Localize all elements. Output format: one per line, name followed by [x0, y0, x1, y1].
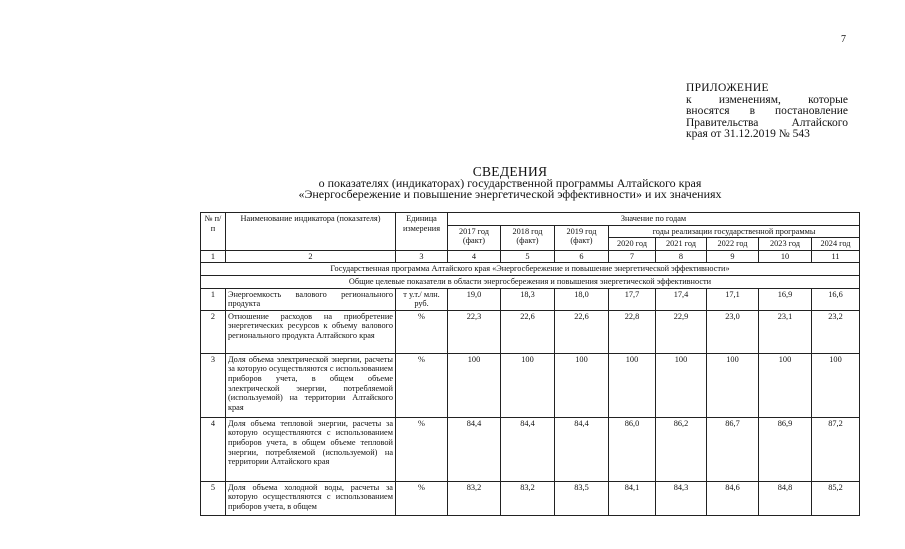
- value-cell: 100: [707, 353, 759, 417]
- page-number: 7: [841, 34, 846, 45]
- value-cell: 84,3: [656, 481, 707, 515]
- value-cell: 100: [812, 353, 860, 417]
- value-cell: 84,4: [448, 417, 501, 481]
- value-cell: 22,9: [656, 310, 707, 353]
- unit-cell: %: [396, 481, 448, 515]
- header-name: Наименование индикатора (показателя): [226, 213, 396, 251]
- unit-cell: %: [396, 310, 448, 353]
- document-heading: [200, 166, 820, 201]
- header-plan-year: 2020 год: [609, 238, 656, 251]
- value-cell: 23,0: [707, 310, 759, 353]
- value-cell: 17,1: [707, 288, 759, 310]
- program-row: Государственная программа Алтайского края «Энергосбережение и повышение энергетической эффективности»: [201, 263, 860, 276]
- column-number-cell: 5: [501, 250, 555, 263]
- table-row: [201, 481, 860, 515]
- value-cell: 83,2: [448, 481, 501, 515]
- appendix-title: ПРИЛОЖЕНИЕ: [686, 82, 769, 94]
- table-row: [201, 353, 860, 417]
- section-row: Общие целевые показатели в области энергосбережения и повышения энергетической эффективности: [201, 275, 860, 288]
- value-cell: 83,5: [555, 481, 609, 515]
- heading-title: СВЕДЕНИЯ: [472, 164, 548, 179]
- value-cell: 85,2: [812, 481, 860, 515]
- value-cell: 22,6: [555, 310, 609, 353]
- header-years-group: годы реализации государственной программы: [609, 225, 860, 238]
- column-numbers-row: [201, 250, 860, 263]
- table-row: [201, 417, 860, 481]
- header-fact-year: 2018 год (факт): [501, 225, 555, 250]
- value-cell: 16,9: [759, 288, 812, 310]
- row-number-cell: 3: [201, 353, 226, 417]
- value-cell: 100: [501, 353, 555, 417]
- value-cell: 17,7: [609, 288, 656, 310]
- value-cell: 23,2: [812, 310, 860, 353]
- value-cell: 19,0: [448, 288, 501, 310]
- table-row: [201, 310, 860, 353]
- unit-cell: %: [396, 353, 448, 417]
- unit-cell: т у.т./ млн. руб.: [396, 288, 448, 310]
- value-cell: 86,2: [656, 417, 707, 481]
- header-plan-year: 2022 год: [707, 238, 759, 251]
- value-cell: 17,4: [656, 288, 707, 310]
- value-cell: 84,4: [555, 417, 609, 481]
- header-plan-year: 2023 год: [759, 238, 812, 251]
- indicator-name-cell: Доля объема тепловой энергии, расчеты за которую осуществляются с использованием приборов учета, в общем объеме тепловой энергии, потребляемой (используемой) на территории Алтайского края: [226, 417, 396, 481]
- value-cell: 83,2: [501, 481, 555, 515]
- column-number-cell: 7: [609, 250, 656, 263]
- value-cell: 84,6: [707, 481, 759, 515]
- unit-cell: %: [396, 417, 448, 481]
- column-number-cell: 3: [396, 250, 448, 263]
- value-cell: 86,7: [707, 417, 759, 481]
- value-cell: 18,0: [555, 288, 609, 310]
- value-cell: 84,1: [609, 481, 656, 515]
- value-cell: 100: [609, 353, 656, 417]
- indicator-name-cell: Доля объема электрической энергии, расчеты за которую осуществляются с использованием приборов учета, в общем объеме электрической энергии, потребляемой (используемой) на территории Алтайского края: [226, 353, 396, 417]
- header-plan-year: 2021 год: [656, 238, 707, 251]
- value-cell: 22,8: [609, 310, 656, 353]
- indicators-table: [200, 212, 860, 516]
- row-number-cell: 2: [201, 310, 226, 353]
- value-cell: 16,6: [812, 288, 860, 310]
- row-number-cell: 4: [201, 417, 226, 481]
- heading-line: «Энергосбережение и повышение энергетической эффективности» и их значениях: [298, 187, 722, 201]
- header-fact-year: 2017 год (факт): [448, 225, 501, 250]
- row-number-cell: 5: [201, 481, 226, 515]
- table-row: [201, 288, 860, 310]
- column-number-cell: 10: [759, 250, 812, 263]
- heading-line: о показателях (индикаторах) государственной программы Алтайского края: [318, 175, 702, 190]
- header-values-group: Значение по годам: [448, 213, 860, 226]
- header-num: № п/п: [201, 213, 226, 251]
- value-cell: 22,3: [448, 310, 501, 353]
- value-cell: 100: [448, 353, 501, 417]
- column-number-cell: 6: [555, 250, 609, 263]
- indicator-name-cell: Отношение расходов на приобретение энергетических ресурсов к объему валового регионального продукта Алтайского края: [226, 310, 396, 353]
- appendix-line: вносятся в постановление: [686, 105, 848, 117]
- value-cell: 84,8: [759, 481, 812, 515]
- value-cell: 23,1: [759, 310, 812, 353]
- value-cell: 18,3: [501, 288, 555, 310]
- value-cell: 100: [759, 353, 812, 417]
- column-number-cell: 8: [656, 250, 707, 263]
- column-number-cell: 1: [201, 250, 226, 263]
- value-cell: 86,9: [759, 417, 812, 481]
- header-fact-year: 2019 год (факт): [555, 225, 609, 250]
- value-cell: 87,2: [812, 417, 860, 481]
- appendix-line: к изменениям, которые: [686, 93, 848, 106]
- indicator-name-cell: Энергоемкость валового регионального продукта: [226, 288, 396, 310]
- value-cell: 100: [555, 353, 609, 417]
- header-unit: Единица измерения: [396, 213, 448, 251]
- value-cell: 100: [656, 353, 707, 417]
- value-cell: 22,6: [501, 310, 555, 353]
- header-plan-year: 2024 год: [812, 238, 860, 251]
- column-number-cell: 9: [707, 250, 759, 263]
- value-cell: 86,0: [609, 417, 656, 481]
- column-number-cell: 4: [448, 250, 501, 263]
- value-cell: 84,4: [501, 417, 555, 481]
- column-number-cell: 2: [226, 250, 396, 263]
- appendix-line: Правительства Алтайского: [686, 116, 848, 129]
- column-number-cell: 11: [812, 250, 860, 263]
- appendix-block: [686, 83, 848, 141]
- row-number-cell: 1: [201, 288, 226, 310]
- indicator-name-cell: Доля объема холодной воды, расчеты за которую осуществляются с использованием приборов учета, в общем: [226, 481, 396, 515]
- appendix-line: края от 31.12.2019 № 543: [686, 128, 810, 140]
